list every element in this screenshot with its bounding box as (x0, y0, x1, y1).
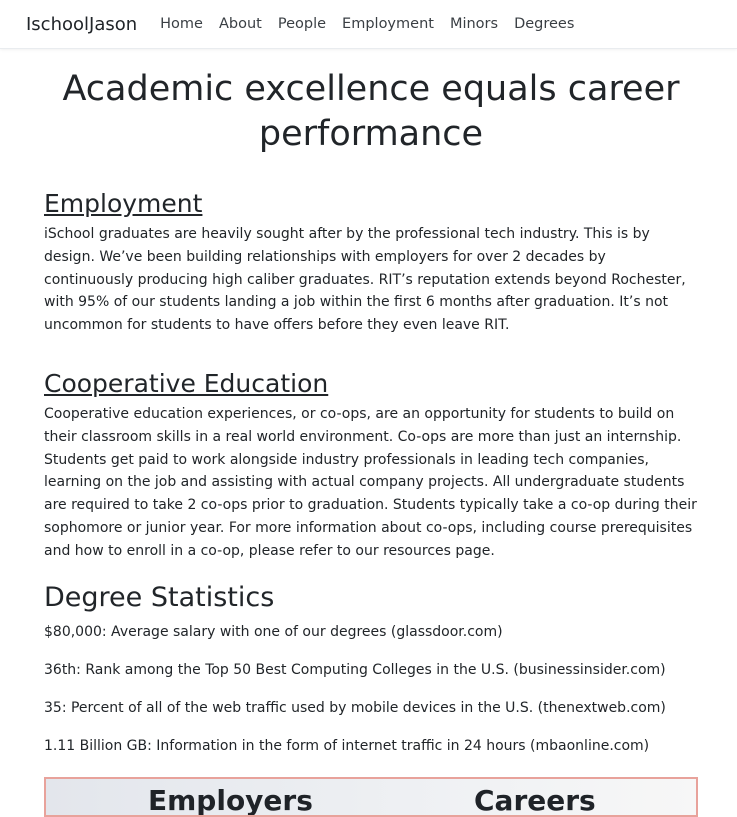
nav-degrees-link[interactable]: Degrees (514, 16, 575, 32)
nav-minors-link[interactable]: Minors (449, 16, 499, 32)
employment-heading: Employment (44, 189, 203, 218)
stat-item-salary: $80,000: Average salary with one of our degrees (glassdoor.com) (44, 623, 503, 640)
employment-paragraph: iSchool graduates are heavily sought after by the professional tech industry. This is by design. We’ve been building relationships with employers for over 2 decades by continuously producing high caliber graduates. RIT’s reputation extends beyond Rochester, with 95% of our students landing a job within the first 6 months after graduation. It’s not uncommon for students to have offers before they even leave RIT. (44, 226, 686, 334)
coop-paragraph: Cooperative education experiences, or co-ops, are an opportunity for students to build on their classroom skills in a real world environment. Co-ops are more than just an internship. Students get paid to work alongside industry professionals in leading tech companies, learning on the job and assisting with actual company projects. All undergraduate students are required to take 2 co-ops prior to graduation. Students typically take a co-op during their sophomore or junior year. For more information about co-ops, including course prerequisites and how to enroll in a co-op, please refer to our resources page. (44, 405, 697, 559)
brand-link[interactable]: IschoolJason (26, 13, 138, 35)
hero-title: Academic excellence equals career performance (62, 69, 680, 154)
top-navbar (0, 0, 737, 49)
main-content (44, 48, 698, 756)
nav-about-link[interactable]: About (218, 16, 262, 32)
employers-card-label: Employers (148, 784, 313, 817)
stat-item-internet-traffic: 1.11 Billion GB: Information in the form of internet traffic in 24 hours (mbaonline.com) (44, 737, 650, 754)
coop-heading: Cooperative Education (44, 368, 329, 398)
nav-home-link[interactable]: Home (160, 16, 203, 32)
employers-careers-banner[interactable] (44, 777, 698, 817)
nav-employment-link[interactable]: Employment (342, 16, 434, 32)
careers-card-label: Careers (474, 784, 596, 817)
stat-item-mobile-traffic: 35: Percent of all of the web traffic used by mobile devices in the U.S. (thenextweb.com) (44, 699, 666, 716)
nav-links (152, 16, 582, 32)
nav-people-link[interactable]: People (277, 16, 327, 32)
stat-item-rank: 36th: Rank among the Top 50 Best Computing Colleges in the U.S. (businessinsider.com) (44, 661, 666, 678)
degree-stats-heading: Degree Statistics (44, 581, 275, 613)
